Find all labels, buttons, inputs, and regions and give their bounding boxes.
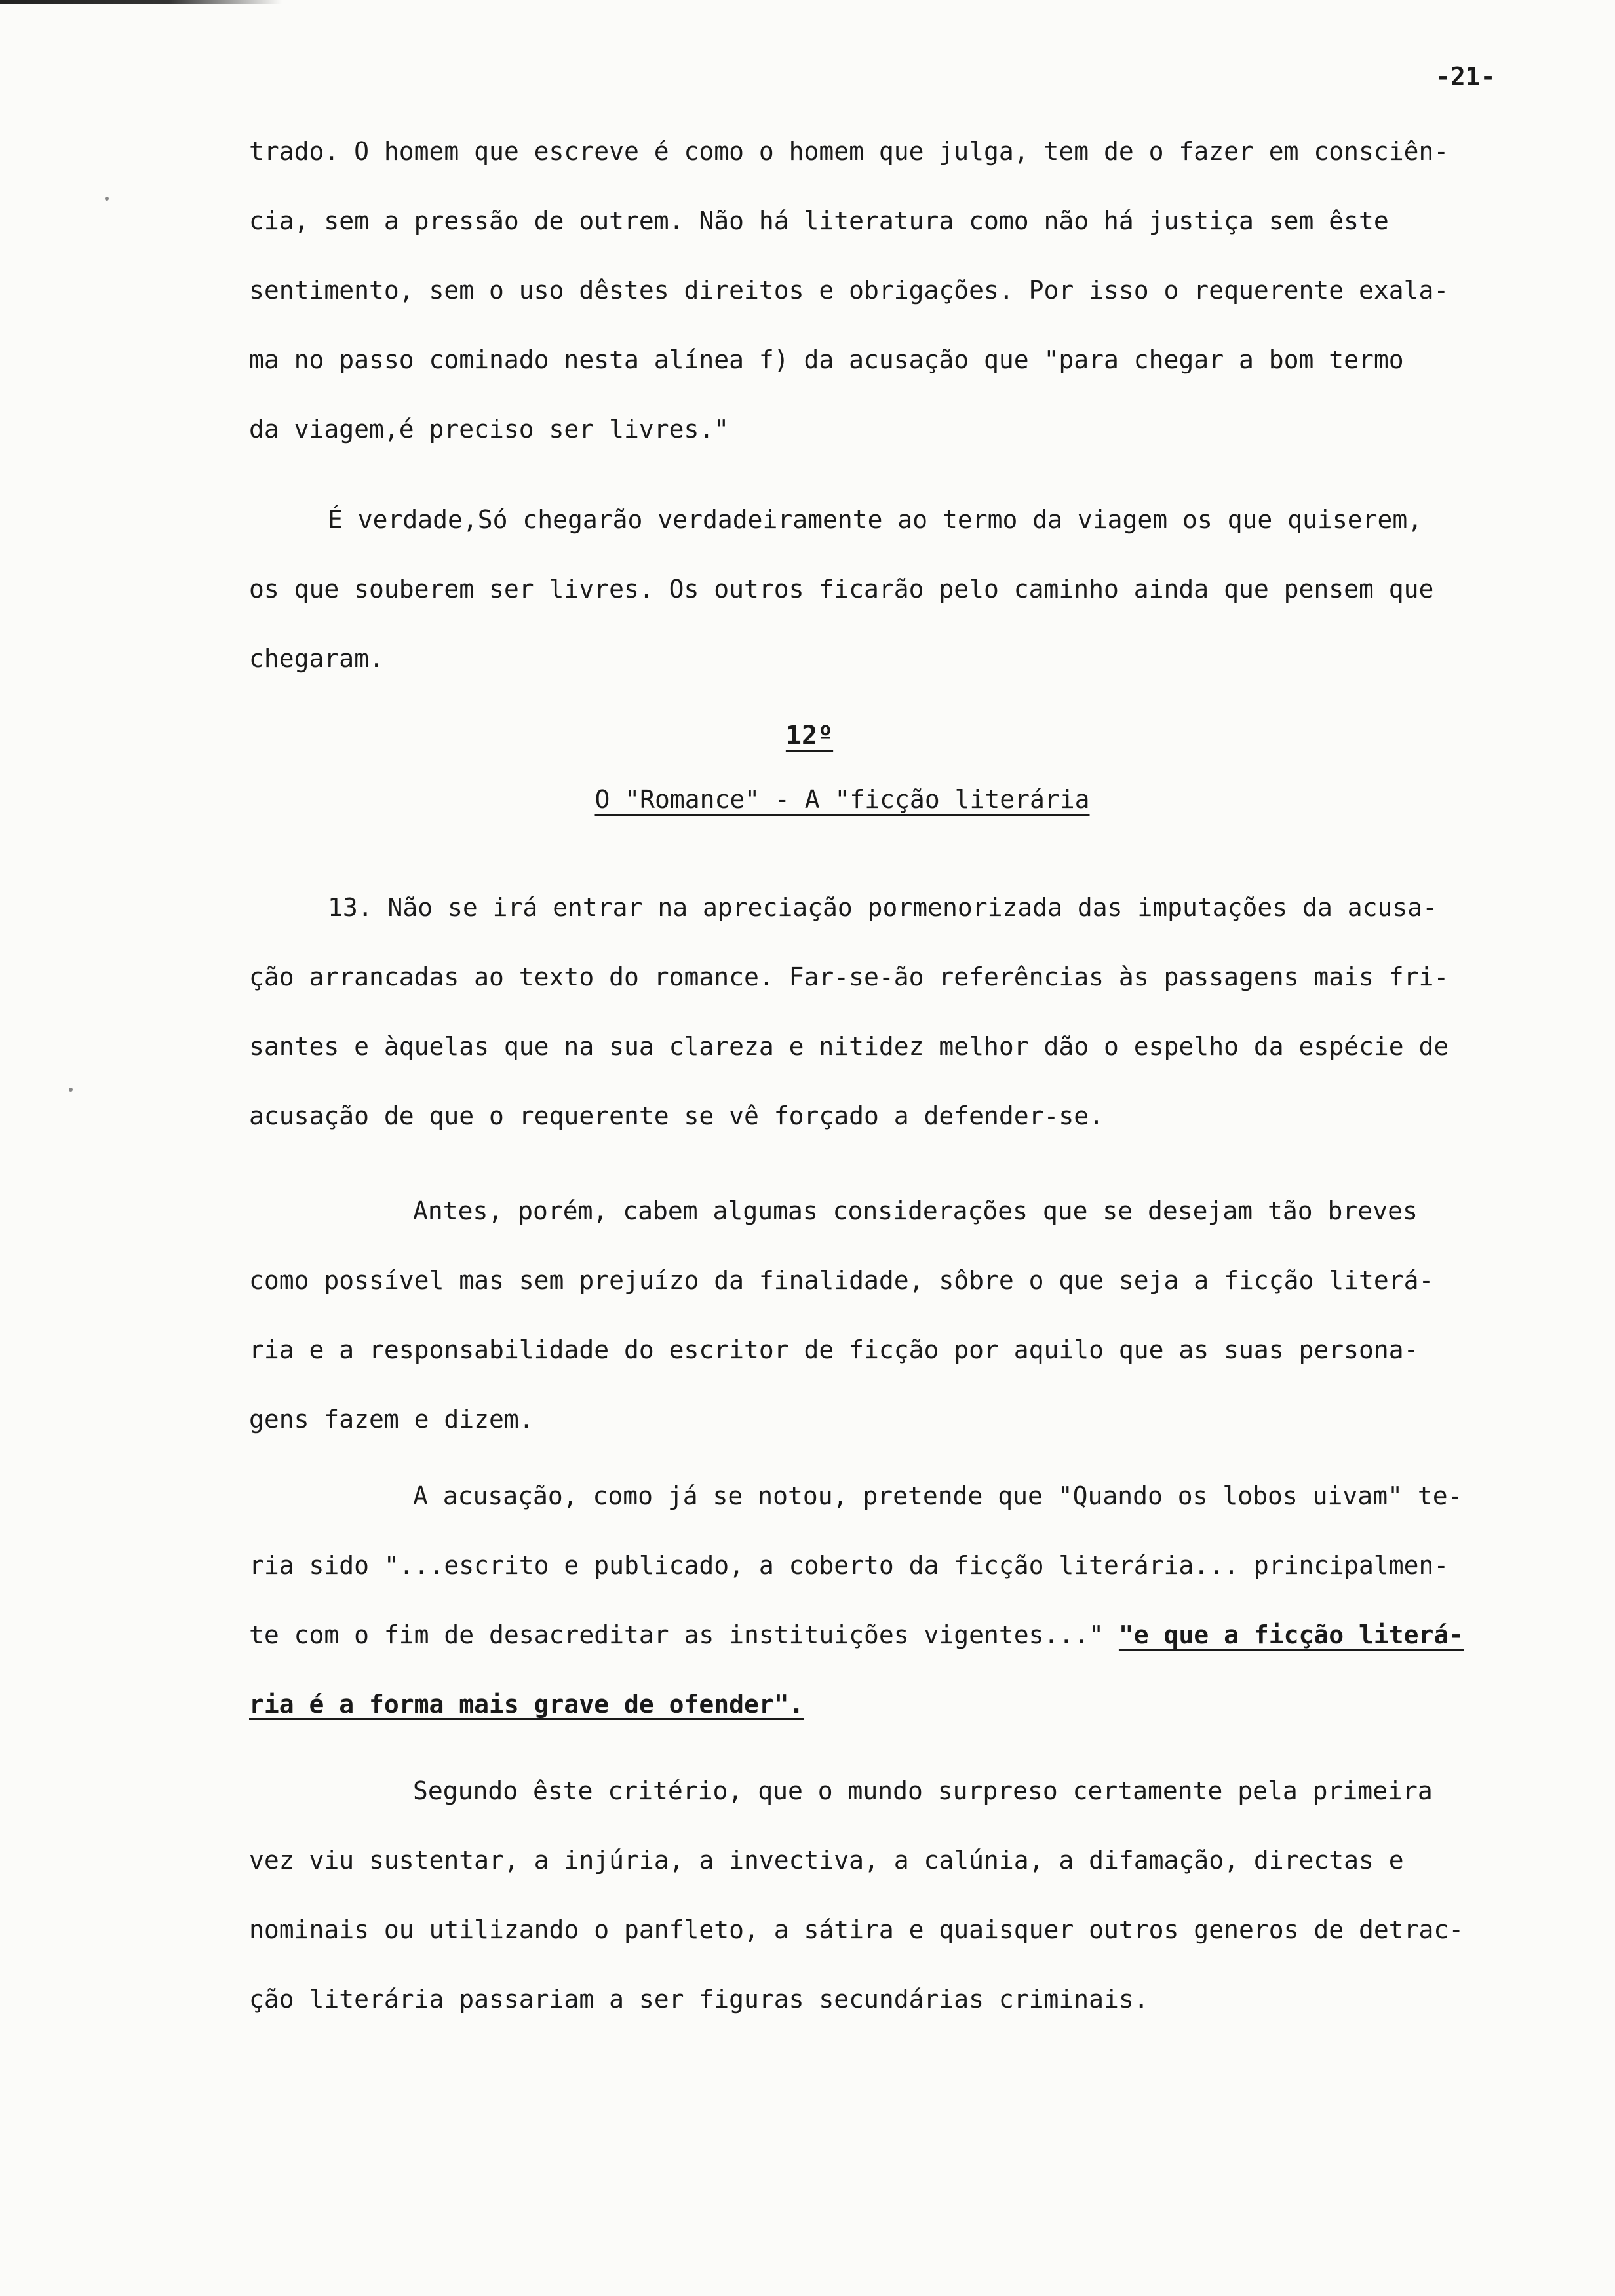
text-line: chegaram. — [249, 644, 384, 673]
paragraph-1 — [249, 117, 1553, 464]
section-title: O "Romance" - A "ficção literária — [594, 785, 1090, 814]
underlined-text-line: ria é a forma mais grave de ofender". — [249, 1690, 804, 1719]
text-line: ria e a responsabilidade do escritor de ficção por aquilo que as suas persona- — [249, 1335, 1419, 1364]
section-number: 12º — [785, 721, 834, 751]
text-line: Antes, porém, cabem algumas considerações que se desejam tão breves — [413, 1196, 1418, 1225]
paragraph-6 — [249, 1756, 1553, 2034]
scan-artifact-line — [0, 0, 282, 4]
margin-speck — [105, 197, 109, 201]
text-line: É verdade,Só chegarão verdadeiramente ao termo da viagem os que quiserem, — [328, 505, 1423, 534]
text-segment: te com o fim de desacreditar as instituições vigentes..." — [249, 1620, 1119, 1649]
text-line — [249, 1600, 1553, 1670]
paragraph-2 — [249, 485, 1553, 693]
text-line: ção literária passariam a ser figuras secundárias criminais. — [249, 1985, 1149, 2014]
text-line: acusação de que o requerente se vê forçado a defender-se. — [249, 1101, 1104, 1130]
page-number: -21- — [1435, 62, 1496, 91]
text-line: sentimento, sem o uso dêstes direitos e obrigações. Por isso o requerente exala- — [249, 276, 1449, 305]
text-line: os que souberem ser livres. Os outros ficarão pelo caminho ainda que pensem que — [249, 575, 1434, 603]
paragraph-4 — [249, 1176, 1553, 1454]
text-line: cia, sem a pressão de outrem. Não há literatura como não há justiça sem êste — [249, 206, 1389, 235]
text-line: A acusação, como já se notou, pretende que "Quando os lobos uivam" te- — [413, 1482, 1463, 1510]
text-line: ria sido "...escrito e publicado, a coberto da ficção literária... principalmen- — [249, 1551, 1449, 1580]
margin-speck — [69, 1088, 73, 1092]
text-line: vez viu sustentar, a injúria, a invectiva, a calúnia, a difamação, directas e — [249, 1846, 1404, 1875]
text-line: trado. O homem que escreve é como o homem que julga, tem de o fazer em consciên- — [249, 137, 1449, 166]
paragraph-3 — [249, 873, 1553, 1151]
text-line: da viagem,é preciso ser livres." — [249, 415, 730, 444]
text-line: santes e àquelas que na sua clareza e nitidez melhor dão o espelho da espécie de — [249, 1032, 1449, 1061]
text-line: como possível mas sem prejuízo da finalidade, sôbre o que seja a ficção literá- — [249, 1266, 1434, 1295]
text-line: Segundo êste critério, que o mundo surpreso certamente pela primeira — [413, 1776, 1433, 1805]
underlined-quote: "e que a ficção literá- — [1118, 1620, 1464, 1649]
text-line: nominais ou utilizando o panfleto, a sátira e quaisquer outros generos de detrac- — [249, 1915, 1464, 1944]
text-line: ção arrancadas ao texto do romance. Far-se-ão referências às passagens mais fri- — [249, 963, 1449, 991]
text-line: gens fazem e dizem. — [249, 1405, 534, 1434]
text-line: ma no passo cominado nesta alínea f) da acusação que "para chegar a bom termo — [249, 345, 1404, 374]
paragraph-5 — [249, 1461, 1553, 1739]
text-line: 13. Não se irá entrar na apreciação pormenorizada das imputações da acusa- — [328, 893, 1437, 922]
